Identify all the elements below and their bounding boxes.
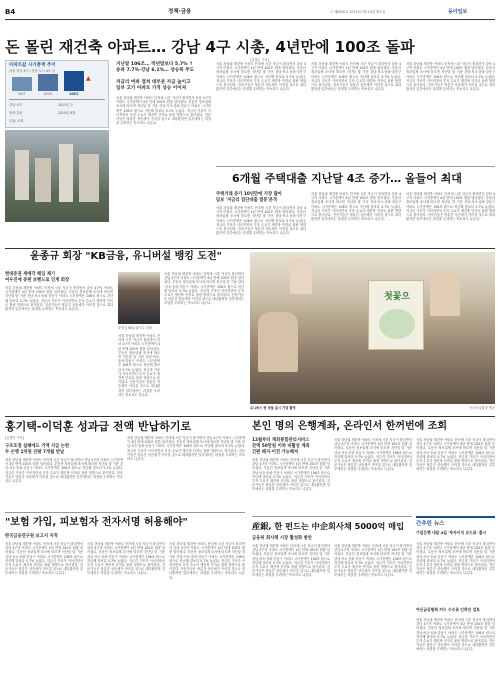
- story2-sub2: 담보 '저금리 집단대출 열풍'본격: [216, 198, 278, 203]
- story7-rule: [252, 516, 412, 517]
- sidebar-item-2-body: 서울 강남권 재건축 아파트 단지에 시중 자금이 몰리면서 강남 4구의 아파트 시가총액이 4년 만에 100조 원을 넘어섰다. 부동산 정보업체 조사에 따르면 지난달 말 기준 강남·서초·송파·강동구 아파트 시가총액은 106조 원으로 지난해 말보다 5.7% 늘었다. 저금리 기조가 이어지면서 투자 수요가 재건축 단지로 몰린 영향으로 풀이된다. 전문가들은 당분간 상승세가 이어질 것으로 내다봤지만 일부에서는 과열을 우려하는 목소리도 나온다.: [416, 618, 495, 652]
- sidebar-item-1-body: 서울 강남권 재건축 아파트 단지에 시중 자금이 몰리면서 강남 4구의 아파트 시가총액이 4년 만에 100조 원을 넘어섰다. 부동산 정보업체 조사에 따르면 지난달 말 기준 강남·서초·송파·강동구 아파트 시가총액은 106조 원으로 지난해 말보다 5.7% 늘었다. 저금리 기조가 이어지면서 투자 수요가 재건축 단지로 몰린 영향으로 풀이된다. 전문가들은 당분간 상승세가 이어질 것으로 내다봤지만 일부에서는 과열을 우려하는 목소리도 나온다.: [416, 542, 495, 576]
- sidebar-item-2-title: 여신금융협회 카드 수수료 인하안 검토: [416, 607, 480, 612]
- story4-body-col1: 서울 강남권 재건축 아파트 단지에 시중 자금이 몰리면서 강남 4구의 아파트 시가총액이 4년 만에 100조 원을 넘어섰다. 부동산 정보업체 조사에 따르면 지난달 말 기준 강남·서초·송파·강동구 아파트 시가총액은 106조 원으로 지난해 말보다 5.7% 늘었다. 저금리 기조가 이어지면서 투자 수요가 재건축 단지로 몰린 영향으로 풀이된다. 전문가들은 당분간 상승세가 이어질 것으로 내다봤지만 일부에서는 과열을 우려하는 목소리도 나온다.: [5, 458, 123, 484]
- lead-body-col1: 서울 강남권 재건축 아파트 단지에 시중 자금이 몰리면서 강남 4구의 아파트 시가총액이 4년 만에 100조 원을 넘어섰다. 부동산 정보업체 조사에 따르면 지난달 말 기준 강남·서초·송파·강동구 아파트 시가총액은 106조 원으로 지난해 말보다 5.7% 늘었다. 저금리 기조가 이어지면서 투자 수요가 재건축 단지로 몰린 영향으로 풀이된다. 전문가들은 당분간 상승세가 이어질 것으로 내다봤지만 일부에서는 과열을 우려하는 목소리도 나온다.: [116, 96, 211, 126]
- table-cell-1: 강남·서초: [9, 103, 23, 107]
- chart-value-2: 100조: [43, 92, 53, 96]
- issue-date: ⓒ 제0000호 2015년 7월 15일 월요일: [330, 10, 386, 14]
- news-brief-sidebar: [416, 516, 495, 684]
- sidebar-item-1-title: 기업은행 내달 4일 '투자이익 코드표' 출시: [416, 530, 487, 535]
- story2-headline: 6개월 주택대출 지난달 4조 증가… 올들어 최대: [232, 172, 462, 185]
- story5-sub: 12월부터 계좌통합관리서비스: [252, 438, 310, 443]
- story6-body-col3: 서울 강남권 재건축 아파트 단지에 시중 자금이 몰리면서 강남 4구의 아파트 시가총액이 4년 만에 100조 원을 넘어섰다. 부동산 정보업체 조사에 따르면 지난달 말 기준 강남·서초·송파·강동구 아파트 시가총액은 106조 원으로 지난해 말보다 5.7% 늘었다. 저금리 기조가 이어지면서 투자 수요가 재건축 단지로 몰린 영향으로 풀이된다. 전문가들은 당분간 상승세가 이어질 것으로 내다봤지만 일부에서는 과열을 우려하는 목소리도 나온다.: [169, 542, 245, 580]
- lead-sub1: 지난달 106조… 작년말보다 5.7% ↑: [116, 62, 194, 67]
- table-cell-4: 2015년 6월: [58, 111, 76, 115]
- book-illustration: [379, 309, 415, 339]
- lead-infographic: [5, 60, 109, 128]
- airline-cabin-photo: [250, 252, 495, 404]
- header-rule: [5, 19, 495, 20]
- table-cell-2: 2015년 초: [58, 103, 74, 107]
- story2-body-col1: 서울 강남권 재건축 아파트 단지에 시중 자금이 몰리면서 강남 4구의 아파트 시가총액이 4년 만에 100조 원을 넘어섰다. 부동산 정보업체 조사에 따르면 지난달 말 기준 강남·서초·송파·강동구 아파트 시가총액은 106조 원으로 지난해 말보다 5.7% 늘었다. 저금리 기조가 이어지면서 투자 수요가 재건축 단지로 몰린 영향으로 풀이된다. 전문가들은 당분간 상승세가 이어질 것으로 내다봤지만 일부에서는 과열을 우려하는 목소리도 나온다.: [216, 206, 306, 236]
- lead-body-col4: 서울 강남권 재건축 아파트 단지에 시중 자금이 몰리면서 강남 4구의 아파트 시가총액이 4년 만에 100조 원을 넘어섰다. 부동산 정보업체 조사에 따르면 지난달 말 기준 강남·서초·송파·강동구 아파트 시가총액은 106조 원으로 지난해 말보다 5.7% 늘었다. 저금리 기조가 이어지면서 투자 수요가 재건축 단지로 몰린 영향으로 풀이된다. 전문가들은 당분간 상승세가 이어질 것으로 내다봤지만 일부에서는 과열을 우려하는 목소리도 나온다.: [406, 62, 495, 92]
- lead-body-col2: 서울 강남권 재건축 아파트 단지에 시중 자금이 몰리면서 강남 4구의 아파트 시가총액이 4년 만에 100조 원을 넘어섰다. 부동산 정보업체 조사에 따르면 지난달 말 기준 강남·서초·송파·강동구 아파트 시가총액은 106조 원으로 지난해 말보다 5.7% 늘었다. 저금리 기조가 이어지면서 투자 수요가 재건축 단지로 몰린 영향으로 풀이된다. 전문가들은 당분간 상승세가 이어질 것으로 내다봤지만 일부에서는 과열을 우려하는 목소리도 나온다.: [216, 62, 306, 92]
- story4-byline: [김정민 기자]: [5, 436, 24, 440]
- chart-value-1: 94조: [18, 92, 26, 96]
- story5-sub3: 간편 해지·이전 가능해져: [252, 450, 299, 455]
- story5-headline: 본인 명의 은행계좌, 온라인서 한꺼번에 조회: [252, 421, 448, 432]
- person-figure: [258, 312, 298, 372]
- story6-headline: "보험 가입, 피보험자 전자서명 허용해야": [5, 517, 188, 528]
- chart-value-3: 106조: [69, 92, 79, 96]
- story4-headline: 홍기택-이덕훈 성과급 전액 반납하기로: [5, 420, 192, 433]
- story2-body-col2: 서울 강남권 재건축 아파트 단지에 시중 자금이 몰리면서 강남 4구의 아파트 시가총액이 4년 만에 100조 원을 넘어섰다. 부동산 정보업체 조사에 따르면 지난달 말 기준 강남·서초·송파·강동구 아파트 시가총액은 106조 원으로 지난해 말보다 5.7% 늘었다. 저금리 기조가 이어지면서 투자 수요가 재건축 단지로 몰린 영향으로 풀이된다. 전문가들은 당분간 상승세가 이어질 것으로 내다봤지만 일부에서는 과열을 우려하는 목소리도 나온다.: [311, 192, 401, 222]
- book-title: 첫꽃으: [383, 292, 411, 302]
- lead-headline: 돈 몰린 재건축 아파트… 강남 4구 시총, 4년만에 100조 돌파: [5, 38, 415, 56]
- ceo-photo-caption: 윤종규 KB금융지주 회장: [118, 326, 153, 330]
- lead-sub3: 저금리 여파 겹쳐 대부분 자금 높이고: [116, 80, 191, 85]
- lead-byline: [김철수 기자]: [250, 58, 269, 62]
- story4-body-col2: 서울 강남권 재건축 아파트 단지에 시중 자금이 몰리면서 강남 4구의 아파트 시가총액이 4년 만에 100조 원을 넘어섰다. 부동산 정보업체 조사에 따르면 지난달 말 기준 강남·서초·송파·강동구 아파트 시가총액은 106조 원으로 지난해 말보다 5.7% 늘었다. 저금리 기조가 이어지면서 투자 수요가 재건축 단지로 몰린 영향으로 풀이된다. 전문가들은 당분간 상승세가 이어질 것으로 내다봤지만 일부에서는 과열을 우려하는 목소리도 나온다.: [127, 436, 245, 462]
- story3-body-col3: 서울 강남권 재건축 아파트 단지에 시중 자금이 몰리면서 강남 4구의 아파트 시가총액이 4년 만에 100조 원을 넘어섰다. 부동산 정보업체 조사에 따르면 지난달 말 기준 강남·서초·송파·강동구 아파트 시가총액은 106조 원으로 지난해 말보다 5.7% 늘었다. 저금리 기조가 이어지면서 투자 수요가 재건축 단지로 몰린 영향으로 풀이된다. 전문가들은 당분간 상승세가 이어질 것으로 내다봤지만 일부에서는 과열을 우려하는 목소리도 나온다.: [164, 272, 244, 306]
- story7-sub: 금융위 회사채 시장 활성화 방안: [252, 536, 312, 541]
- chart-bar-3: [64, 71, 84, 91]
- story3-headline: 윤종규 회장 "KB금융, 유니버설 뱅킹 도전": [30, 251, 222, 262]
- story6-sub: 한국금융연구원 보고서 지적: [5, 534, 58, 539]
- person-figure: [430, 270, 460, 316]
- story7-headline: 産銀, 한 펀드는 中企회사채 5000억 매입: [252, 521, 404, 531]
- person-figure: [290, 258, 312, 294]
- story2-rule: [216, 166, 495, 167]
- section-rule: [5, 416, 495, 417]
- lead-sub2: 송파 7.7%·강남 6.1%… 상승폭 주도: [116, 68, 195, 73]
- paper-logo: 동아일보: [448, 9, 468, 15]
- story5-body-col1: 서울 강남권 재건축 아파트 단지에 시중 자금이 몰리면서 강남 4구의 아파트 시가총액이 4년 만에 100조 원을 넘어섰다. 부동산 정보업체 조사에 따르면 지난달 말 기준 강남·서초·송파·강동구 아파트 시가총액은 106조 원으로 지난해 말보다 5.7% 늘었다. 저금리 기조가 이어지면서 투자 수요가 재건축 단지로 몰린 영향으로 풀이된다. 전문가들은 당분간 상승세가 이어질 것으로 내다봤지만 일부에서는 과열을 우려하는 목소리도 나온다.: [252, 458, 330, 492]
- building-shape: [59, 144, 73, 202]
- story3-sub: 현대증권 재매각 해임 제기: [5, 272, 56, 277]
- story3-sub2: 여우진에 중편 보헨드로 인계 회장: [5, 278, 70, 283]
- story6-body-col1: 서울 강남권 재건축 아파트 단지에 시중 자금이 몰리면서 강남 4구의 아파트 시가총액이 4년 만에 100조 원을 넘어섰다. 부동산 정보업체 조사에 따르면 지난달 말 기준 강남·서초·송파·강동구 아파트 시가총액은 106조 원으로 지난해 말보다 5.7% 늘었다. 저금리 기조가 이어지면서 투자 수요가 재건축 단지로 몰린 영향으로 풀이된다. 전문가들은 당분간 상승세가 이어질 것으로 내다봤지만 일부에서는 과열을 우려하는 목소리도 나온다.: [5, 542, 83, 576]
- story6-body-col2: 서울 강남권 재건축 아파트 단지에 시중 자금이 몰리면서 강남 4구의 아파트 시가총액이 4년 만에 100조 원을 넘어섰다. 부동산 정보업체 조사에 따르면 지난달 말 기준 강남·서초·송파·강동구 아파트 시가총액은 106조 원으로 지난해 말보다 5.7% 늘었다. 저금리 기조가 이어지면서 투자 수요가 재건축 단지로 몰린 영향으로 풀이된다. 전문가들은 당분간 상승세가 이어질 것으로 내다봤지만 일부에서는 과열을 우려하는 목소리도 나온다.: [87, 542, 165, 576]
- building-shape: [15, 150, 29, 200]
- apartment-photo: [5, 130, 109, 222]
- story3-body-col2: 서울 강남권 재건축 아파트 단지에 시중 자금이 몰리면서 강남 4구의 아파트 시가총액이 4년 만에 100조 원을 넘어섰다. 부동산 정보업체 조사에 따르면 지난달 말 기준 강남·서초·송파·강동구 아파트 시가총액은 106조 원으로 지난해 말보다 5.7% 늘었다. 저금리 기조가 이어지면서 투자 수요가 재건축 단지로 몰린 영향으로 풀이된다. 전문가들은 당분간 상승세가 이어질 것으로 내다봤지만 일부에서는 과열을 우려하는 목소리도 나온다.: [118, 334, 160, 397]
- page-number: B4: [5, 8, 16, 16]
- story5-body-col2: 서울 강남권 재건축 아파트 단지에 시중 자금이 몰리면서 강남 4구의 아파트 시가총액이 4년 만에 100조 원을 넘어섰다. 부동산 정보업체 조사에 따르면 지난달 말 기준 강남·서초·송파·강동구 아파트 시가총액은 106조 원으로 지난해 말보다 5.7% 늘었다. 저금리 기조가 이어지면서 투자 수요가 재건축 단지로 몰린 영향으로 풀이된다. 전문가들은 당분간 상승세가 이어질 것으로 내다봤지만 일부에서는 과열을 우려하는 목소리도 나온다.: [334, 438, 412, 472]
- ceo-portrait-photo: [118, 272, 160, 324]
- building-shape: [35, 158, 51, 202]
- section-rule: [5, 248, 495, 249]
- table-cell-3: 송파·강동: [9, 111, 23, 115]
- sidebar-title: 간추린 뉴스: [416, 521, 445, 527]
- photo-caption: 유니버스 펀 상품 출시 기념 촬영: [250, 406, 296, 410]
- story7-body-col2: 서울 강남권 재건축 아파트 단지에 시중 자금이 몰리면서 강남 4구의 아파트 시가총액이 4년 만에 100조 원을 넘어섰다. 부동산 정보업체 조사에 따르면 지난달 말 기준 강남·서초·송파·강동구 아파트 시가총액은 106조 원으로 지난해 말보다 5.7% 늘었다. 저금리 기조가 이어지면서 투자 수요가 재건축 단지로 몰린 영향으로 풀이된다. 전문가들은 당분간 상승세가 이어질 것으로 내다봤지만 일부에서는 과열을 우려하는 목소리도 나온다.: [334, 544, 412, 578]
- story6-rule: [5, 512, 245, 513]
- story7-body-col1: 서울 강남권 재건축 아파트 단지에 시중 자금이 몰리면서 강남 4구의 아파트 시가총액이 4년 만에 100조 원을 넘어섰다. 부동산 정보업체 조사에 따르면 지난달 말 기준 강남·서초·송파·강동구 아파트 시가총액은 106조 원으로 지난해 말보다 5.7% 늘었다. 저금리 기조가 이어지면서 투자 수요가 재건축 단지로 몰린 영향으로 풀이된다. 전문가들은 당분간 상승세가 이어질 것으로 내다봤지만 일부에서는 과열을 우려하는 목소리도 나온다.: [252, 544, 330, 578]
- chart-note: 서울 강남 4구 / 강남 도시 4도 등: [9, 69, 56, 73]
- chart-bar-1: [12, 77, 32, 91]
- book-cover: [368, 280, 424, 350]
- chart-unit: 단위: 조원: [9, 119, 24, 123]
- story5-body-col3: 서울 강남권 재건축 아파트 단지에 시중 자금이 몰리면서 강남 4구의 아파트 시가총액이 4년 만에 100조 원을 넘어섰다. 부동산 정보업체 조사에 따르면 지난달 말 기준 강남·서초·송파·강동구 아파트 시가총액은 106조 원으로 지난해 말보다 5.7% 늘었다. 저금리 기조가 이어지면서 투자 수요가 재건축 단지로 몰린 영향으로 풀이된다. 전문가들은 당분간 상승세가 이어질 것으로 내다봤지만 일부에서는 과열을 우려하는 목소리도 나온다.: [416, 438, 495, 472]
- chart-title: 아파트값 시가총액 추이: [9, 63, 56, 68]
- story4-sub2: 두 은행 1억원 안팎 7개월 반납: [5, 450, 65, 455]
- story3-body-col1: 서울 강남권 재건축 아파트 단지에 시중 자금이 몰리면서 강남 4구의 아파트 시가총액이 4년 만에 100조 원을 넘어섰다. 부동산 정보업체 조사에 따르면 지난달 말 기준 강남·서초·송파·강동구 아파트 시가총액은 106조 원으로 지난해 말보다 5.7% 늘었다. 저금리 기조가 이어지면서 투자 수요가 재건축 단지로 몰린 영향으로 풀이된다. 전문가들은 당분간 상승세가 이어질 것으로 내다봤지만 일부에서는 과열을 우려하는 목소리도 나온다.: [5, 286, 113, 312]
- chart-bar-2: [38, 74, 58, 91]
- story4-sub: 구조조정 실패에도 거액 지급 논란: [5, 444, 70, 449]
- lead-sub4: 일부 고가 아파트 가격 상승 이어져: [116, 86, 187, 91]
- up-arrow-icon: ▲: [86, 75, 91, 82]
- story5-sub2: 잔액 50만원 이하 비활성 계좌: [252, 444, 310, 449]
- story2-body-col3: 서울 강남권 재건축 아파트 단지에 시중 자금이 몰리면서 강남 4구의 아파트 시가총액이 4년 만에 100조 원을 넘어섰다. 부동산 정보업체 조사에 따르면 지난달 말 기준 강남·서초·송파·강동구 아파트 시가총액은 106조 원으로 지난해 말보다 5.7% 늘었다. 저금리 기조가 이어지면서 투자 수요가 재건축 단지로 몰린 영향으로 풀이된다. 전문가들은 당분간 상승세가 이어질 것으로 내다봤지만 일부에서는 과열을 우려하는 목소리도 나온다.: [406, 192, 495, 222]
- photo-credit: 아시아나항공 제공: [469, 406, 495, 410]
- story2-sub: 주택거래 증가 10년만에 가장 많아: [216, 192, 282, 197]
- building-shape: [79, 154, 99, 202]
- section-label: 정책·금융: [168, 9, 192, 15]
- lead-body-col3: 서울 강남권 재건축 아파트 단지에 시중 자금이 몰리면서 강남 4구의 아파트 시가총액이 4년 만에 100조 원을 넘어섰다. 부동산 정보업체 조사에 따르면 지난달 말 기준 강남·서초·송파·강동구 아파트 시가총액은 106조 원으로 지난해 말보다 5.7% 늘었다. 저금리 기조가 이어지면서 투자 수요가 재건축 단지로 몰린 영향으로 풀이된다. 전문가들은 당분간 상승세가 이어질 것으로 내다봤지만 일부에서는 과열을 우려하는 목소리도 나온다.: [311, 62, 401, 92]
- chart-divider: [9, 99, 105, 100]
